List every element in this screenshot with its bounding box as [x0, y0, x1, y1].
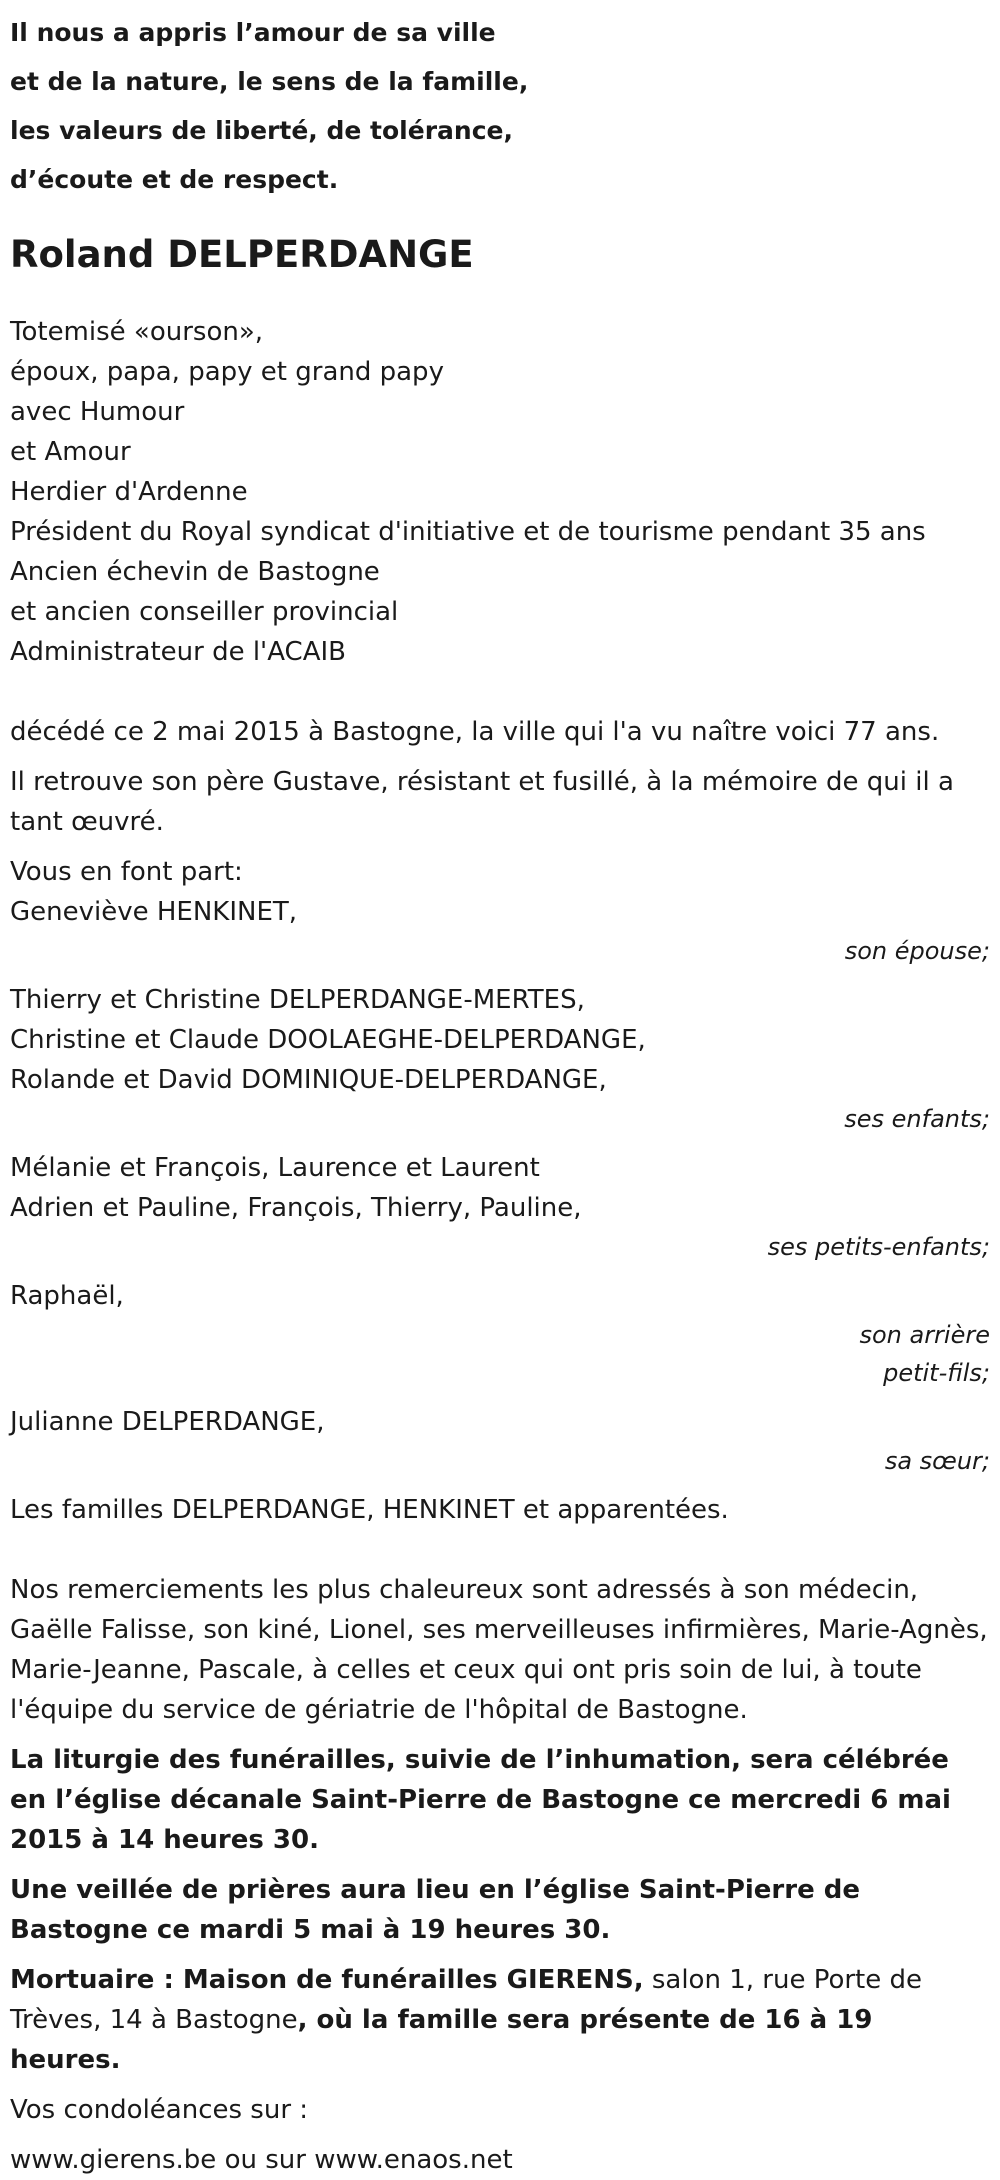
title-line: Administrateur de l'ACAIB [10, 637, 346, 667]
family-group-spouse [10, 892, 990, 970]
title-line: et Amour [10, 437, 131, 467]
prayer-vigil: Une veillée de prières aura lieu en l’église Saint-Pierre de Bastogne ce mardi 5 mai à 19 heures 30. [10, 1875, 861, 1945]
family-role: petit-fils; [883, 1359, 990, 1387]
condolences-intro: Vos condoléances sur : [10, 2095, 309, 2125]
titles-block [10, 312, 990, 672]
title-line: avec Humour [10, 397, 185, 427]
quote-block [10, 8, 990, 204]
family-role: sa sœur; [884, 1447, 990, 1475]
family-member: Geneviève HENKINET, [10, 897, 298, 927]
death-notice: décédé ce 2 mai 2015 à Bastogne, la ville qui l'a vu naître voici 77 ans. [10, 717, 940, 747]
family-member: Julianne DELPERDANGE, [10, 1407, 325, 1437]
title-line: Président du Royal syndicat d'initiative et de tourisme pendant 35 ans [10, 517, 926, 547]
mortuary-address: salon 1, rue Porte de Trèves, 14 à Bastogne [10, 1965, 923, 2035]
family-member: Christine et Claude DOOLAEGHE-DELPERDANGE, [10, 1025, 646, 1055]
family-member: Raphaël, [10, 1281, 124, 1311]
quote-line: et de la nature, le sens de la famille, [10, 67, 529, 96]
title-line: Ancien échevin de Bastogne [10, 557, 380, 587]
mortuary-info [10, 1960, 990, 2080]
mortuary-label: Mortuaire : Maison de funérailles GIERENS, [10, 1965, 644, 1995]
father-mention: Il retrouve son père Gustave, résistant et fusillé, à la mémoire de qui il a tant œuvré. [10, 767, 954, 837]
family-group-great-grandchild [10, 1276, 990, 1392]
title-line: Herdier d'Ardenne [10, 477, 248, 507]
quote-line: Il nous a appris l’amour de sa ville [10, 18, 496, 47]
family-role: ses enfants; [844, 1105, 990, 1133]
family-member: Mélanie et François, Laurence et Laurent [10, 1153, 540, 1183]
funeral-liturgy: La liturgie des funérailles, suivie de l’inhumation, sera célébrée en l’église décanale Saint-Pierre de Bastogne ce mercredi 6 mai 2015 à 14 heures 30. [10, 1745, 951, 1855]
family-group-children [10, 980, 990, 1138]
family-role: son épouse; [844, 937, 990, 965]
family-role: ses petits-enfants; [767, 1233, 990, 1261]
family-role: son arrière [859, 1321, 990, 1349]
condolences-websites: www.gierens.be ou sur www.enaos.net [10, 2145, 513, 2175]
family-presence: , où la famille sera présente de 16 à 19 heures. [10, 2005, 873, 2075]
quote-line: les valeurs de liberté, de tolérance, [10, 116, 513, 145]
family-group-sister [10, 1402, 990, 1480]
deceased-name: Roland DELPERDANGE [10, 233, 474, 276]
title-line: époux, papa, papy et grand papy [10, 357, 444, 387]
family-member: Rolande et David DOMINIQUE-DELPERDANGE, [10, 1065, 607, 1095]
obituary-page [0, 8, 1000, 2175]
family-member: Thierry et Christine DELPERDANGE-MERTES, [10, 985, 585, 1015]
thanks-paragraph: Nos remerciements les plus chaleureux sont adressés à son médecin, Gaëlle Falisse, son kiné, Lionel, ses merveilleuses infirmières, Marie-Agnès, Marie-Jeanne, Pascale, à celles et ceux qui ont pris soin de lui, à toute l'équipe du service de gériatrie de l'hôpital de Bastogne. [10, 1575, 988, 1725]
announcement-intro: Vous en font part: [10, 857, 243, 887]
quote-line: d’écoute et de respect. [10, 165, 339, 194]
title-line: et ancien conseiller provincial [10, 597, 399, 627]
related-families: Les familles DELPERDANGE, HENKINET et apparentées. [10, 1495, 729, 1525]
family-member: Adrien et Pauline, François, Thierry, Pauline, [10, 1193, 582, 1223]
family-group-grandchildren [10, 1148, 990, 1266]
title-line: Totemisé «ourson», [10, 317, 264, 347]
